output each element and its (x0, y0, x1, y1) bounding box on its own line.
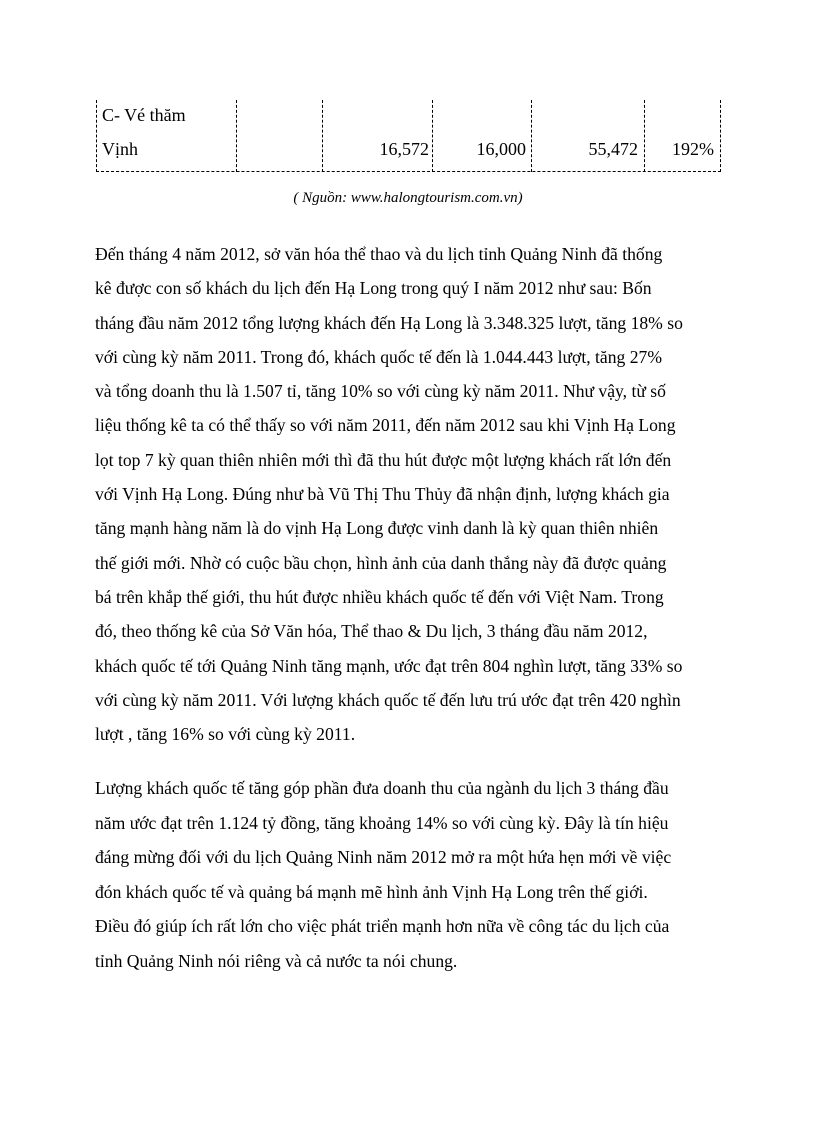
text-line: bá trên khắp thế giới, thu hút được nhiều khách quốc tế đến với Việt Nam. Trong (95, 586, 664, 607)
text-line: đáng mừng đối với du lịch Quảng Ninh năm 2012 mở ra một hứa hẹn mới về việc (95, 847, 672, 867)
text-line: tháng đầu năm 2012 tổng lượng khách đến Hạ Long là 3.348.325 lượt, tăng 18% so (95, 312, 683, 333)
table-border (531, 100, 532, 172)
text-line: tỉnh Quảng Ninh nói riêng và cả nước ta nói chung. (95, 950, 458, 971)
table-border (720, 100, 721, 172)
table-row-label: Vịnh (102, 139, 138, 159)
table-border (96, 100, 97, 172)
paragraph-1 (95, 237, 725, 751)
table-cell: 16,572 (379, 139, 429, 159)
text-line: thế giới mới. Nhờ có cuộc bầu chọn, hình ảnh của danh thắng này đã được quảng (95, 552, 667, 573)
text-line: với cùng kỳ năm 2011. Với lượng khách quốc tế đến lưu trú ước đạt trên 420 nghìn (95, 689, 681, 710)
table-cell: 16,000 (476, 139, 526, 159)
text-line: liệu thống kê ta có thể thấy so với năm 2011, đến năm 2012 sau khi Vịnh Hạ Long (95, 415, 676, 436)
text-line: đón khách quốc tế và quảng bá mạnh mẽ hình ảnh Vịnh Hạ Long trên thế giới. (95, 881, 648, 902)
text-line: Điều đó giúp ích rất lớn cho việc phát triển mạnh hơn nữa về công tác du lịch của (95, 916, 670, 936)
text-line: lượt , tăng 16% so với cùng kỳ 2011. (95, 724, 356, 745)
text-line: với cùng kỳ năm 2011. Trong đó, khách quốc tế đến là 1.044.443 lượt, tăng 27% (95, 346, 662, 367)
text-line: năm ước đạt trên 1.124 tỷ đồng, tăng khoảng 14% so với cùng kỳ. Đây là tín hiệu (95, 812, 669, 833)
source-note: ( Nguồn: www.halongtourism.com.vn) (293, 190, 523, 206)
table-border (322, 100, 323, 172)
data-table (96, 100, 721, 172)
text-line: và tổng doanh thu là 1.507 tỉ, tăng 10% so với cùng kỳ năm 2011. Như vậy, từ số (95, 381, 666, 402)
table-border (644, 100, 645, 172)
table-row-label: C- Vé thăm (102, 105, 186, 125)
text-line: với Vịnh Hạ Long. Đúng như bà Vũ Thị Thu Thủy đã nhận định, lượng khách gia (95, 484, 670, 505)
text-line: tăng mạnh hàng năm là do vịnh Hạ Long được vinh danh là kỳ quan thiên nhiên (95, 518, 659, 539)
text-line: lọt top 7 kỳ quan thiên nhiên mới thì đã thu hút được một lượng khách rất lớn đến (95, 449, 672, 470)
table-border (236, 100, 237, 172)
table-border (96, 171, 721, 172)
table-cell: 55,472 (588, 139, 638, 159)
paragraph-2 (95, 771, 725, 978)
table-border (432, 100, 433, 172)
text-line: kê được con số khách du lịch đến Hạ Long trong quý I năm 2012 như sau: Bốn (95, 278, 652, 299)
text-line: Lượng khách quốc tế tăng góp phần đưa doanh thu của ngành du lịch 3 tháng đầu (95, 778, 669, 798)
table-cell: 192% (672, 139, 714, 159)
text-line: Đến tháng 4 năm 2012, sở văn hóa thể thao và du lịch tỉnh Quảng Ninh đã thống (95, 244, 663, 264)
text-line: đó, theo thống kê của Sở Văn hóa, Thể thao & Du lịch, 3 tháng đầu năm 2012, (95, 621, 648, 642)
text-line: khách quốc tế tới Quảng Ninh tăng mạnh, ước đạt trên 804 nghìn lượt, tăng 33% so (95, 655, 683, 676)
